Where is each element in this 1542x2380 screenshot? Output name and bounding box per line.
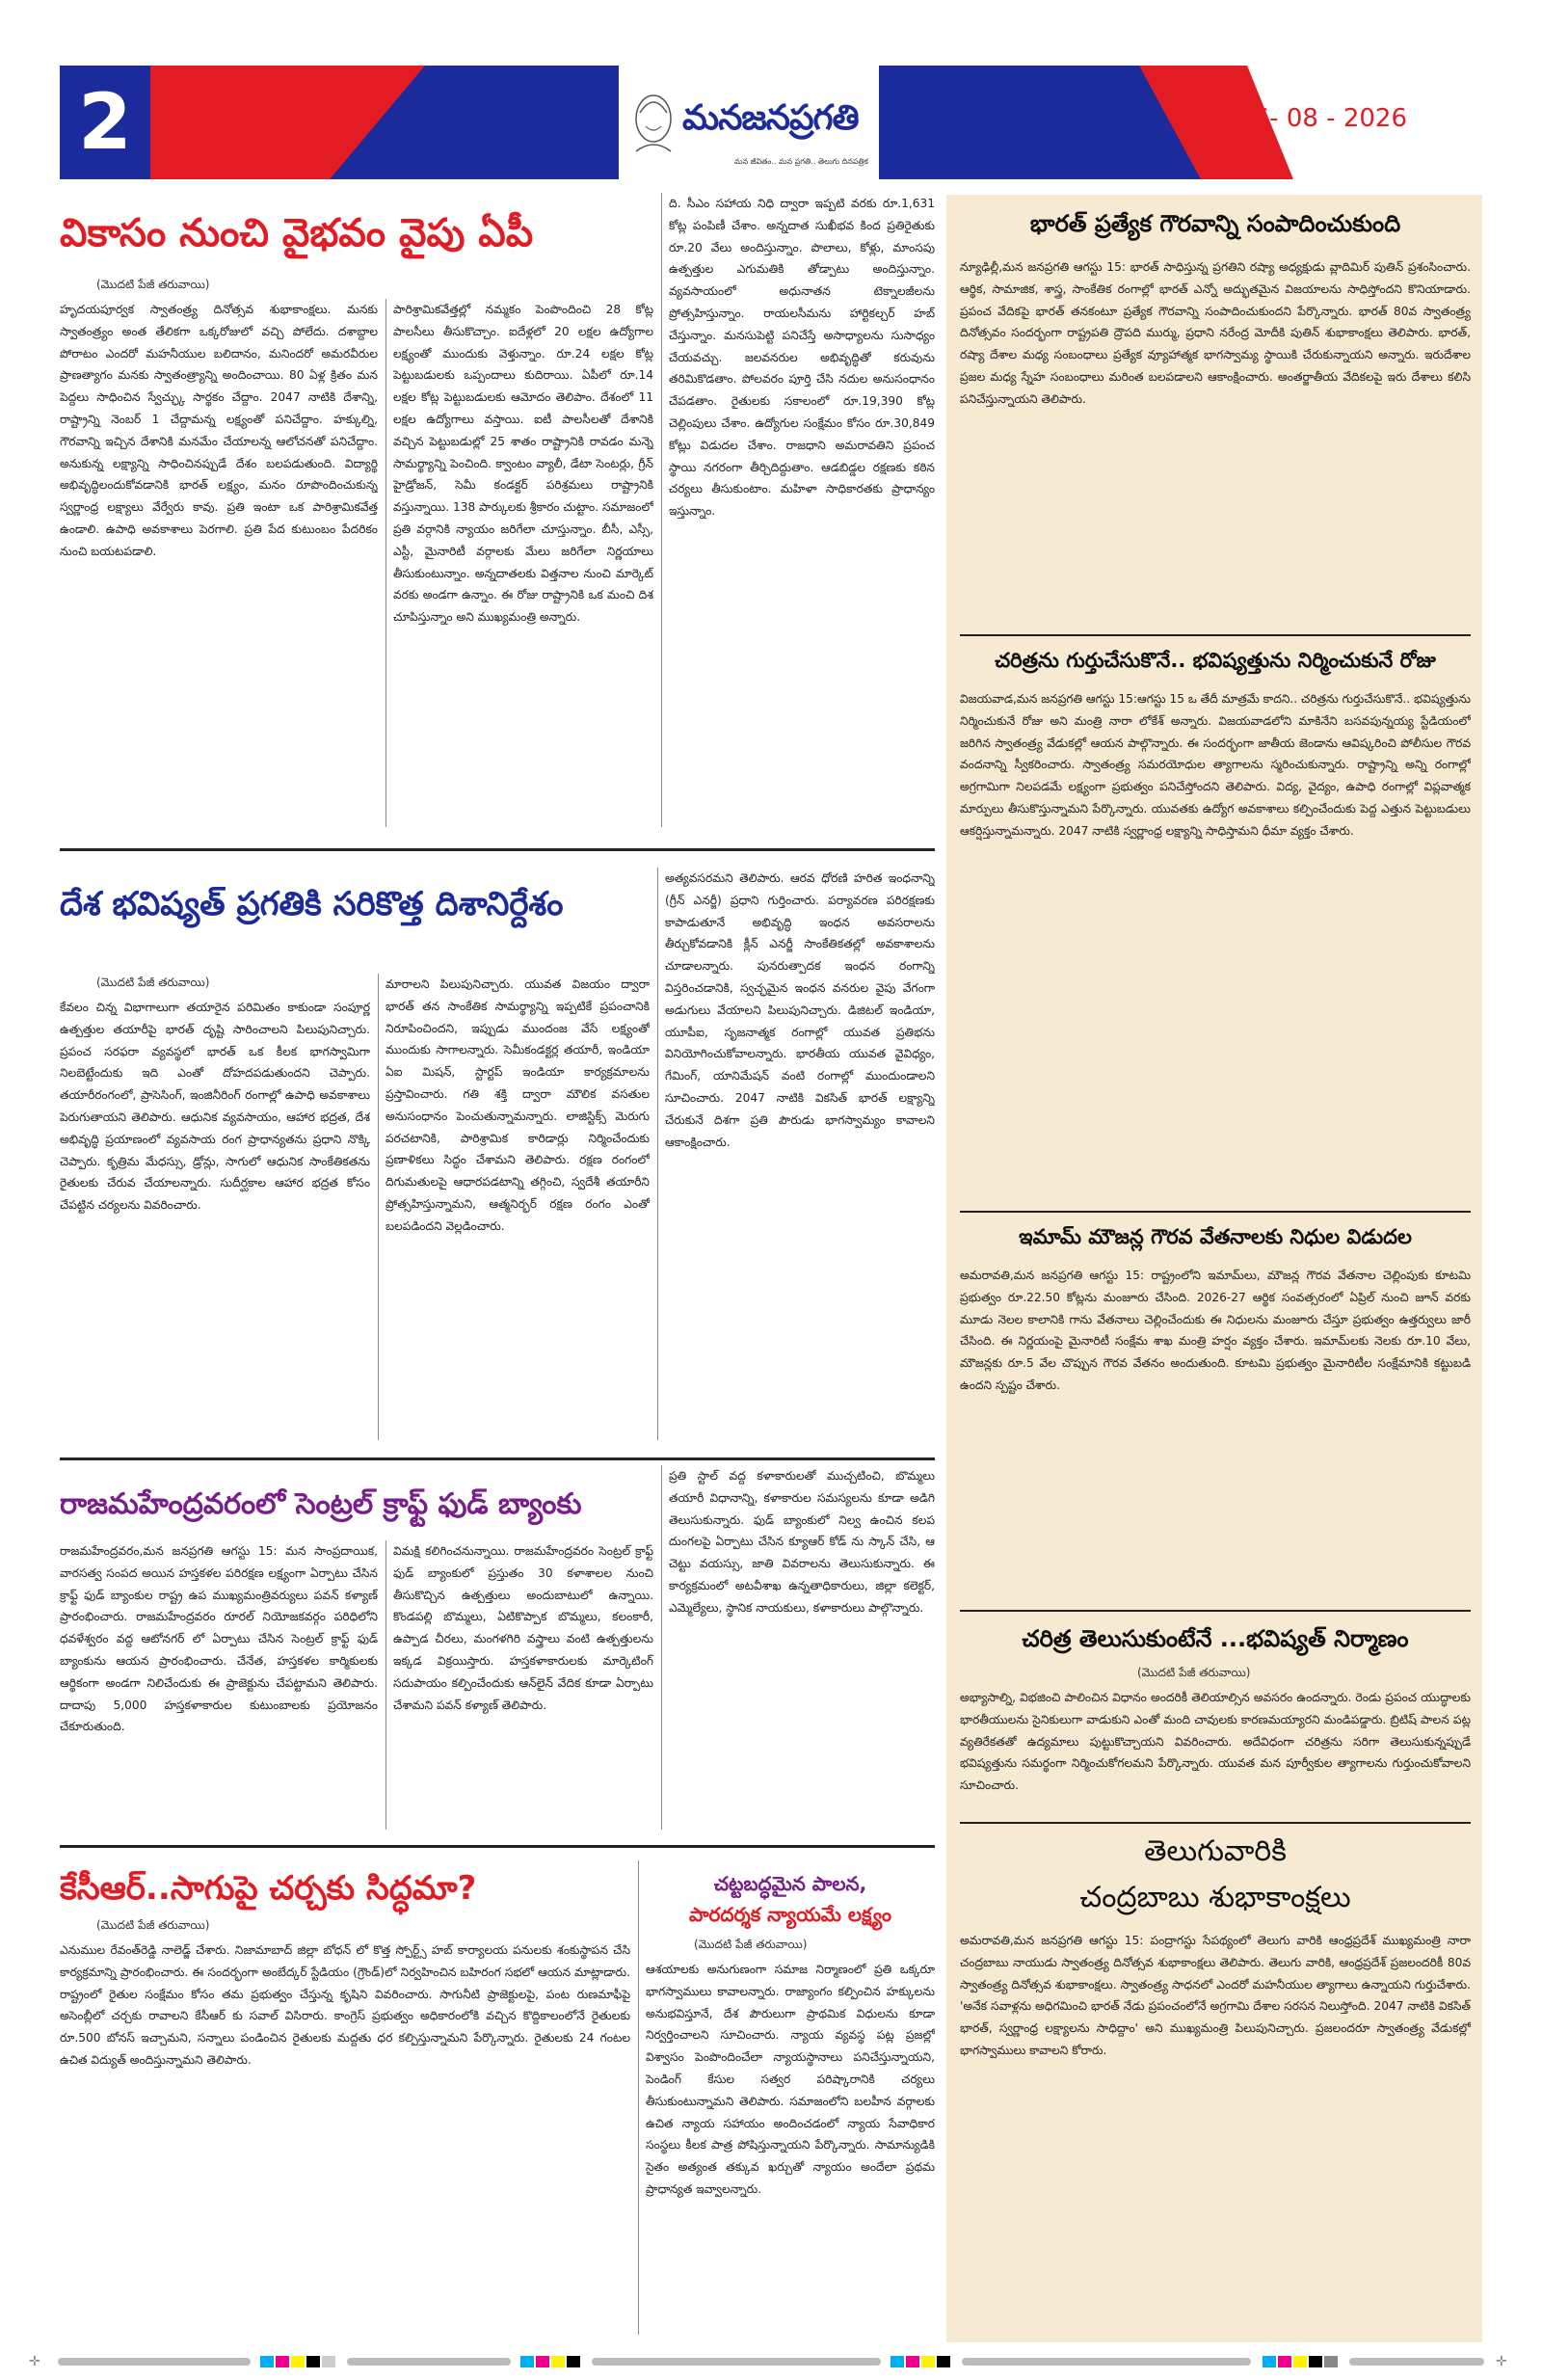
color-swatch xyxy=(921,2356,935,2367)
color-swatch xyxy=(536,2356,549,2367)
registration-mark-icon: ✛ xyxy=(29,2354,40,2369)
article1-headline: వికాసం నుంచి వైభవం వైపు ఏపీ xyxy=(60,211,534,255)
article2-headline: దేశ భవిష్యత్ ప్రగతికి సరికొత్త దిశానిర్దేశం xyxy=(60,885,564,923)
color-swatch xyxy=(937,2356,950,2367)
sidebar-story1-headline: భారత్ ప్రత్యేక గౌరవాన్ని సంపాదించుకుంది xyxy=(1029,210,1401,237)
paper-tagline: మన జీవితం.. మన ప్రగతి.. తెలుగు దినపత్రిక xyxy=(734,157,868,166)
article3-col3: ప్రతి స్టాల్ వద్ద కళాకారులతో ముచ్చటించి, బొమ్మలు తయారీ విధానాన్ని, కళాకారుల సమస్యలను కూడా అడిగి తెలుసుకున్నారు. ఫుడ్ బ్యాంకులో నిల్వ ఉంచిన కలప దుంగలపై ఏర్పాటు చేసిన క్యూఆర్ కోడ్ ను స్కాన్ చేసి, ఆ చెట్టు వయస్సు, జాతి వివరాలను తెలుసుకున్నారు. ఈ కార్యక్రమంలో అటవీశాఖ ఉన్నతాధికారులు, జిల్లా కలెక్టర్, ఎమ్మెల్యేలు, స్థానిక నాయకులు, కళాకారులు పాల్గొన్నారు. xyxy=(669,1469,935,1615)
registration-bar xyxy=(1349,2358,1484,2366)
article3-col2: విమక్షి కలిగించనున్నాయి. రాజమహేంద్రవరం సెంట్రల్ క్రాఫ్ట్ ఫుడ్ బ్యాంకులో ప్రస్తుతం 30 కళాశాలల నుంచి తీసుకొచ్చిన ఉత్పత్తులు అందుబాటులో ఉన్నాయి. కొండపల్లి బొమ్మలు, ఏటికొప్పాక బొమ్మలు, కలంకారీ, ఉప్పాడ చీరలు, మంగళగిరి వస్త్రాలు వంటి ఉత్పత్తులను ఇక్కడ విక్రయిస్తారు. హస్తకళాకారులకు మార్కెటింగ్ సదుపాయం కల్పించేందుకు ఆన్‌లైన్ వేదిక కూడా ఏర్పాటు చేశామని పవన్ కళ్యాణ్ తెలిపారు. xyxy=(393,1544,653,1712)
paper-name: మనజనప్రగతి xyxy=(682,98,859,138)
article5-headline-line1: చట్టబద్ధమైన పాలన, xyxy=(713,1872,867,1895)
sidebar-story4-headline: చరిత్ర తెలుసుకుంటేనే ...భవిష్యత్ నిర్మాణం xyxy=(1022,1625,1409,1652)
color-swatch xyxy=(1309,2356,1322,2367)
sidebar-story1-body: న్యూఢిల్లీ,మన జనప్రగతి ఆగస్టు 15: భారత్ సాధిస్తున్న ప్రగతిని రష్యా అధ్యక్షుడు వ్లాదిమిర్ పుతిన్ ప్రశంసించారు. ఆర్థిక, సామాజిక, శాస్త్ర, సాంకేతిక రంగాల్లో భారత్ ఎన్నో అద్భుతమైన విజయాలను సాధిస్తోందని కొనియాడారు. ప్రపంచ వేదికపై భారత్ తనకంటూ ప్రత్యేక గౌరవాన్ని సంపాదించుకుందని పేర్కొన్నారు. భారత్ 80వ స్వాతంత్ర్య దినోత్సవం సందర్భంగా రాష్ట్రపతి ద్రౌపది ముర్ము, ప్రధాని నరేంద్ర మోదీకి పుతిన్ శుభాకాంక్షలు తెలిపారు. భారత్, రష్యా దేశాల మధ్య సంబంధాలు ప్రత్యేక వ్యూహాత్మక భాగస్వామ్య స్థాయికి చేరుకున్నాయని అన్నారు. ఇరుదేశాల ప్రజల మధ్య స్నేహ సంబంధాలు మరింత బలపడాలని ఆకాంక్షించారు. అంతర్జాతీయ వేదికలపై ఇరు దేశాలు కలిసి పనిచేస్తున్నాయని తెలిపారు. xyxy=(960,260,1471,406)
color-swatch xyxy=(1293,2356,1307,2367)
color-swatch xyxy=(306,2356,320,2367)
sidebar-story5-headline-line2: చంద్రబాబు శుభాకాంక్షలు xyxy=(1079,1881,1351,1914)
section-rule xyxy=(960,1822,1471,1824)
sidebar-story2-headline: చరిత్రను గుర్తుచేసుకొనే.. భవిష్యత్తును నిర్మించుకునే రోజు xyxy=(995,649,1436,672)
section-rule xyxy=(60,848,935,851)
article1-col1: హృదయపూర్వక స్వాతంత్ర్య దినోత్సవ శుభాకాంక్షలు. మనకు స్వాతంత్ర్యం అంత తేలికగా ఒక్కరోజులో వచ్చి పోలేదు. దశాబ్దాల పోరాటం ఎందరో మహనీయుల బలిదానం, మనిందరో అమరవీరుల ప్రాణత్యాగం మనకు స్వాతంత్ర్యాన్ని అందించాయి. 80 ఏళ్ల క్రితం మన పెద్దలు సాధించిన స్వేచ్ఛ్కు సార్థకం చేద్దాం. 2047 నాటికి దేశాన్ని, రాష్ట్రాన్ని నెంబర్ 1 చేద్దామన్న లక్ష్యంతో పనిచేద్దాం. హక్కుల్ని, గౌరవాన్ని ఇచ్చిన దేశానికి మనమేం చేయాలన్న ఆలోచనతో పనిచేద్దాం. అనుకున్న లక్ష్యాన్ని సాధించినప్పుడే దేశం బలపడుతుంది. విద్యార్థి అభివృద్ధిలందుకోవడానికి భారత్ లక్ష్యం, మనం రూపొందించుకున్న స్వర్ణాంధ్ర లక్ష్యాలు వేర్వేరు కావు. ప్రతి ఇంటా ఒక పారిశ్రామికవేత్త ఉండాలి. ఉపాధి అవకాశాలు పెరగాలి. ప్రతి పేద కుటుంబం పేదరికం నుంచి బయటపడాలి. xyxy=(60,303,378,558)
section-rule xyxy=(60,1457,935,1460)
color-swatch xyxy=(520,2356,534,2367)
color-swatch xyxy=(1263,2356,1276,2367)
sidebar-story2-body: విజయవాడ,మన జనప్రగతి ఆగస్టు 15:ఆగస్టు 15 ఒ తేదీ మాత్రమే కాదని.. చరిత్రను గుర్తుచేసుకొనే.. భవిష్యత్తును నిర్మించుకునే రోజు అని మంత్రి నారా లోకేశ్ అన్నారు. విజయవాడలోని మాకినేని బసవపున్నయ్య స్టేడియంలో జరిగిన స్వాతంత్ర్య వేడుకల్లో ఆయన పాల్గొన్నారు. ఈ సందర్భంగా జాతీయ జెండాను ఆవిష్కరించి పోలీసుల గౌరవ వందనాన్ని స్వీకరించారు. స్వాతంత్ర్య సమరయోధుల త్యాగాలను స్మరించుకున్నారు. రాష్ట్రాన్ని అన్ని రంగాల్లో అగ్రగామిగా నిలపడమే లక్ష్యంగా ప్రభుత్వం పనిచేస్తోందని తెలిపారు. విద్య, వైద్యం, ఉపాధి రంగాల్లో విప్లవాత్మక మార్పులు తీసుకొస్తున్నామని పేర్కొన్నారు. యువతకు ఉద్యోగ అవకాశాలు కల్పించేందుకు పెద్ద ఎత్తున పెట్టుబడులు ఆకర్షిస్తున్నామన్నారు. 2047 నాటికి స్వర్ణాంధ్ర లక్ష్యాన్ని సాధిస్తామని ధీమా వ్యక్తం చేశారు. xyxy=(960,692,1471,838)
color-swatch xyxy=(276,2356,289,2367)
column-divider xyxy=(661,1465,662,1830)
article3-col1: రాజమహేంద్రవరం,మన జనప్రగతి ఆగస్టు 15: మన సాంప్రదాయిక, వారసత్వ సంపద అయిన హస్తకళల పరిరక్షణ లక్ష్యంగా ఏర్పాటు చేసిన క్రాఫ్ట్ ఫుడ్ బ్యాంకుల రాష్ట్ర ఉప ముఖ్యమంత్రివర్యులు పవన్ కళ్యాణ్ ప్రారంభించారు. రాజమహేంద్రవరం రూరల్ నియోజకవర్గం పరిధిలోని ధవళేశ్వరం వద్ద ఆటోనగర్ లో ఏర్పాటు చేసిన సెంట్రల్ క్రాఫ్ట్ ఫుడ్ బ్యాంకును ఆయన ప్రారంభించారు. చేనేత, హస్తకళల కార్మికులకు ఆర్థికంగా అండగా నిలిచేందుకు ఈ ప్రాజెక్టును చేపట్టామని తెలిపారు. దాదాపు 5,000 హస్తకళాకారుల కుటుంబాలకు ప్రయోజనం చేకూరుతుంది. xyxy=(60,1544,378,1734)
color-swatch xyxy=(551,2356,565,2367)
article3-headline: రాజమహేంద్రవరంలో సెంట్రల్ క్రాఫ్ట్ ఫుడ్ బ్యాంకు xyxy=(60,1487,582,1521)
color-swatch xyxy=(906,2356,919,2367)
registration-bar xyxy=(962,2358,1251,2366)
sidebar-story5-body: అమరావతి,మన జనప్రగతి ఆగస్టు 15: పంద్రాగస్టు సేపథ్యంలో తెలుగు వారికి ఆంధ్రప్రదేశ్ ముఖ్యమంత్రి నారా చంద్రబాబు నాయుడు స్వాతంత్ర్య దినోత్సవ శుభాకాంక్షలు తెలిపారు. తెలుగు వారికి, ఆంధ్రప్రదేశ్ ప్రజలందరికీ 80వ స్వాతంత్ర్య దినోత్సవ శుభాకాంక్షలు. స్వాతంత్ర్య సాధనలో ఎందరో మహనీయుల త్యాగాలు ఉన్నాయని గుర్తుచేశారు. 'అనేక సవాళ్లను అధిగమించి భారత్ నేడు ప్రపంచంలోనే అగ్రగామి దేశాల సరసన నిలుస్తోంది. 2047 నాటికి వికసిత్ భారత్, స్వర్ణాంధ్ర లక్ష్యాలను సాధిద్దాం' అని ముఖ్యమంత్రి పిలుపునిచ్చారు. ప్రజలందరూ స్వాతంత్ర్య వేడుకల్లో భాగస్వాములు కావాలని కోరారు. xyxy=(960,1934,1471,2057)
sidebar-story4-continued: (మొదటి పేజీ తరువాయి) xyxy=(1137,1666,1251,1679)
masthead xyxy=(60,66,1484,179)
section-rule xyxy=(60,1845,935,1848)
article5-continued: (మొదటి పేజీ తరువాయి) xyxy=(694,1938,808,1951)
article1-continued: (మొదటి పేజీ తరువాయి) xyxy=(96,278,210,291)
article4-continued: (మొదటి పేజీ తరువాయి) xyxy=(96,1918,210,1932)
sidebar-story4-body: అభ్యాసాల్ని, విభజించి పాలించిన విధానం అందరికీ తెలియాల్సిన అవసరం ఉందన్నారు. రెండు ప్రపంచ యుద్ధాలకు భారతీయులను సైనికులుగా వాడుకుని ఎంతో మంది చావులకు కారణమయ్యారని మండిపడ్డారు. బ్రిటిష్ పాలన పట్ల వ్యతిరేకతతో ఉద్యమాలు పుట్టుకొచ్చాయని వివరించారు. అదేవిధంగా చరిత్రను సరిగా తెలుసుకున్నప్పుడే భవిష్యత్తును సమర్థంగా నిర్మించుకోగలమని పేర్కొన్నారు. యువత మన పూర్వీకుల త్యాగాలను గుర్తుంచుకోవాలని సూచించారు. xyxy=(960,1691,1471,1793)
article5-headline-line2: పారదర్శక న్యాయమే లక్ష్యం xyxy=(688,1903,892,1926)
color-swatch xyxy=(1278,2356,1291,2367)
column-divider xyxy=(638,1860,639,2335)
color-swatch xyxy=(322,2356,335,2367)
sidebar-story5-headline-line1: తెలుగువారికి xyxy=(1144,1834,1287,1868)
column-divider xyxy=(657,868,658,1440)
portrait-emblem-icon xyxy=(625,84,682,161)
color-swatch xyxy=(567,2356,580,2367)
article2-col1: కేవలం చిన్న విభాగాలుగా తయారైన పరిమితం కాకుండా సంపూర్ణ ఉత్పత్తుల తయారీపై భారత్ దృష్టి సారించాలని పిలుపునిచ్చారు. ప్రపంచ సరఫరా వ్యవస్థలో భారత్ ఒక కీలక భాగస్వామిగా నిలబెట్టేందుకు ఇది ఎంతో దోహదపడుతుందని చెప్పారు. తయారీరంగంలో, ప్రాసెసింగ్, ఇంజినీరింగ్ రంగాల్లో ఉపాధి అవకాశాలు పెరుగుతాయని తెలిపారు. ఆధునిక వ్యవసాయం, ఆహార భద్రత, దేశ అభివృద్ధి ప్రయాణంలో వ్యవసాయ రంగ ప్రాధాన్యతను ప్రధాని నొక్కి చెప్పారు. కృత్రిమ మేధస్సు, డ్రోన్లు, సాగులో ఆధునిక సాంకేతికతను రైతులకు చేరువ చేయాలన్నారు. సుదీర్ఘకాల ఆహార భద్రత కోసం చేపట్టిన చర్యలను వివరించారు. xyxy=(60,1001,370,1213)
registration-mark-icon: ✛ xyxy=(1496,2354,1507,2369)
page-number: 2 xyxy=(60,66,150,179)
registration-bar xyxy=(347,2358,511,2366)
article5-col1: ఆశయాలకు అనుగుణంగా సమాజ నిర్మాణంలో ప్రతి ఒక్కరూ భాగస్వాములు కావాలన్నారు. రాజ్యాంగం కల్పించిన హక్కులను అనుభవిస్తూనే, దేశ పౌరులుగా ప్రాథమిక విధులను కూడా నిర్వర్తించాలని సూచించారు. న్యాయ వ్యవస్థ పట్ల ప్రజల్లో విశ్వాసం పెంపొందించేలా న్యాయస్థానాలు పనిచేస్తున్నాయని, పెండింగ్ కేసుల సత్వర పరిష్కారానికి చర్యలు తీసుకుంటున్నామని తెలిపారు. సమాజంలోని బలహీన వర్గాలకు ఉచిత న్యాయ సహాయం అందించడంలో న్యాయ సేవాధికార సంస్థలు కీలక పాత్ర పోషిస్తున్నాయని పేర్కొన్నారు. సామాన్యుడికి సైతం అత్యంత తక్కువ ఖర్చుతో న్యాయం అందేలా ప్రథమ ప్రాధాన్యత ఇవ్వాలన్నారు. xyxy=(646,1963,935,2196)
article1-col3: ది. సీఎం సహాయ నిధి ద్వారా ఇప్పటి వరకు రూ.1,631 కోట్ల పంపిణీ చేశాం. అన్నదాత సుఖీభవ కింద ప్రతిరైతుకు రూ.20 వేలు అందిస్తున్నాం. పొలాలు, కోళ్లు, మాంసపు ఉత్పత్తుల ఎగుమతికి తోడ్పాటు అందిస్తున్నాం. వ్యవసాయంలో అధునాతన టెక్నాలజీలను ప్రోత్సహిస్తున్నాం. రాయలసీమను హార్టికల్చర్ హబ్ చేస్తున్నాం. మనసుపెట్టి పనిచేస్తే అసాధ్యాలను సుసాధ్యం చేయవచ్చు. జలవనరుల అభివృద్ధితో కరువును తరిమికొడతాం. పోలవరం పూర్తి చేసి నదుల అనుసంధానం చేపడతాం. రైతులకు సకాలంలో రూ.19,390 కోట్ల చెల్లింపులు చేశాం. ఉద్యోగుల సంక్షేమం కోసం రూ.30,849 కోట్లు విడుదల చేశాం. రాజధాని అమరావతిని ప్రపంచ స్థాయి నగరంగా తీర్చిదిద్దుతాం. ఆడబిడ్డల రక్షణకు కఠిన చర్యలు తీసుకుంటాం. మహిళా సాధికారతకు ప్రాధాన్యం ఇస్తున్నాం. xyxy=(669,197,935,519)
sidebar-story3-headline: ఇమామ్ మౌజన్ల గౌరవ వేతనాలకు నిధుల విడుదల xyxy=(1019,1225,1412,1248)
newspaper-logo xyxy=(619,66,879,179)
color-swatch xyxy=(291,2356,305,2367)
sidebar-story3-body: అమరావతి,మన జనప్రగతి ఆగస్టు 15: రాష్ట్రంలోని ఇమామ్‌లు, మౌజన్ల గౌరవ వేతనాల చెల్లింపుకు కూటమి ప్రభుత్వం రూ.22.50 కోట్లను మంజూరు చేసింది. 2026-27 ఆర్థిక సంవత్సరంలో ఏప్రిల్ నుంచి జూన్ వరకు మూడు నెలల కాలానికి గాను వేతనాలు చెల్లించేందుకు ఈ నిధులను మంజూరు చేస్తూ ప్రభుత్వం ఉత్తర్వులు జారీ చేసింది. ఈ నిర్ణయంపై మైనారిటీ సంక్షేమ శాఖ మంత్రి హర్షం వ్యక్తం చేశారు. ఇమామ్‌లకు నెలకు రూ.10 వేలు, మౌజన్లకు రూ.5 వేల చొప్పున గౌరవ వేతనం అందుతుంది. కూటమి ప్రభుత్వం మైనారిటీల సంక్షేమానికి కట్టుబడి ఉందని స్పష్టం చేశారు. xyxy=(960,1269,1471,1392)
article2-col2: మారాలని పిలుపునిచ్చారు. యువత విజయం ద్వారా భారత్ తన సాంకేతిక సామర్థ్యాన్ని ఇప్పటికే ప్రపంచానికి నిరూపించిందని, ఇప్పుడు ముందంజ వేసే లక్ష్యంతో ముందుకు సాగాలన్నారు. సెమీకండక్టర్ల తయారీ, ఇండియా ఏఐ మిషన్, స్టార్టప్ ఇండియా కార్యక్రమాలను ప్రస్తావించారు. గతి శక్తి ద్వారా మౌలిక వసతుల అనుసంధానం పెంచుతున్నామన్నారు. లాజిస్టిక్స్ మెరుగు పరచటానికి, పారిశ్రామిక కారిడార్లు నిర్మించేందుకు ప్రణాళికలు సిద్ధం చేశామని తెలిపారు. రక్షణ రంగంలో దిగుమతులపై ఆధారపడటాన్ని తగ్గించి, స్వదేశీ తయారీని ప్రోత్సహిస్తున్నామని, ఆత్మనిర్భర్ రక్షణ రంగం ఎంతో బలపడిందని వెల్లడించారు. xyxy=(386,977,650,1233)
section-rule xyxy=(960,634,1471,636)
registration-bar xyxy=(58,2358,251,2366)
article2-col3: అత్యవసరమని తెలిపారు. ఆరవ ధోరణి హరిత ఇంధనాన్ని (గ్రీన్ ఎనర్జీ) ప్రధాని గుర్తించారు. పర్యావరణ పరిరక్షణకు కాపాడుతూనే అభివృద్ధి ఇంధన అవసరాలను తీర్చుకోవడానికి క్లీన్ ఎనర్జీ సాంకేతికతల్లో అవకాశాలను చూడాలన్నారు. పునరుత్పాదక ఇంధన రంగాన్ని విస్తరించడానికి, స్వచ్ఛమైన ఇంధన వనరుల వైపు వేగంగా అడుగులు వేయాలని పిలుపునిచ్చారు. డిజిటల్ ఇండియా, యూపీఐ, సృజనాత్మక రంగాల్లో యువత ప్రతిభను వినియోగించుకోవాలన్నారు. భారతీయ యువత వైవిధ్యం, గేమింగ్, యానిమేషన్ వంటి రంగాల్లో ముందుండాలని సూచించారు. 2047 నాటికి వికసిత్ భారత్ లక్ష్యాన్ని చేరుకునే దిశగా ప్రతి పౌరుడు భాగస్వామ్యం కావాలని ఆకాంక్షించారు. xyxy=(665,871,935,1149)
color-swatch xyxy=(260,2356,274,2367)
article2-continued: (మొదటి పేజీ తరువాయి) xyxy=(96,976,210,989)
color-swatch xyxy=(891,2356,904,2367)
issue-date: 16- 08 - 2026 xyxy=(1237,104,1407,133)
section-rule xyxy=(960,1610,1471,1612)
column-divider xyxy=(661,193,662,827)
color-swatch xyxy=(1324,2356,1338,2367)
column-divider xyxy=(378,974,379,1440)
print-registration-bar xyxy=(29,2352,1513,2371)
article1-col2: పారిశ్రామికవేత్తల్లో నమ్మకం పెంపొందించి 28 కోట్ల పాలసీలు తీసుకొచ్చాం. ఐదేళ్లలో 20 లక్షల ఉద్యోగాల లక్ష్యంతో ముందుకు వెళ్తున్నాం. రూ.24 లక్షల కోట్ల పెట్టుబడులకు ఒప్పందాలు కుదిరాయి. ఏపీలో రూ.14 లక్షల కోట్ల పెట్టుబడులకు ఆమోదం తెలిపాం. దేశంలో 11 లక్షల ఉద్యోగాలు వస్తాయి. ఐటీ పాలసీలతో దేశానికి వచ్చిన పెట్టుబడుల్లో 25 శాతం రాష్ట్రానికి రావడం మన్నె సామర్థ్యాన్ని పెంచింది. క్వాంటం వ్యాలీ, డేటా సెంటర్లు, గ్రీన్ హైడ్రోజన్, సెమీ కండక్టర్ పరిశ్రమలు రాష్ట్రానికి వస్తున్నాయి. 138 పార్కులకు శ్రీకారం చుట్టాం. సమాజంలో ప్రతి వర్గానికి న్యాయం జరిగేలా చూస్తున్నాం. బీసీ, ఎస్సీ, ఎస్టీ, మైనారిటీ వర్గాలకు మేలు జరిగేలా నిర్ణయాలు తీసుకుంటున్నాం. అన్నదాతలకు విత్తనాల నుంచి మార్కెట్ వరకు అండగా ఉన్నాం. ఈ రోజు రాష్ట్రానికి ఒక మంచి దిశ చూపిస్తున్నాం అని ముఖ్యమంత్రి అన్నారు. xyxy=(393,303,653,625)
registration-bar xyxy=(592,2358,881,2366)
article4-headline: కేసీఆర్..సాగుపై చర్చకు సిద్ధమా? xyxy=(60,1869,477,1908)
section-rule xyxy=(960,1211,1471,1213)
article4-col1: ఎనుముల రేవంత్‌రెడ్డి నాలెడ్జ్ చేశారు. నిజామాబాద్ జిల్లా బోధన్ లో కొత్త స్పోర్ట్స్ హబ్ కార్యాలయ పనులకు శంకుస్థాపన చేసి కార్యక్రమాన్ని ప్రారంభించారు. ఈ సందర్భంగా అంబేద్కర్ స్టేడియం (గ్రౌండ్)లో నిర్వహించిన బహిరంగ సభలో ఆయన మాట్లాడారు. రాష్ట్రంలో రైతుల సంక్షేమం కోసం తమ ప్రభుత్వం చేస్తున్న కృషిని వివరించారు. సాగునీటి ప్రాజెక్టులపై, పంట రుణమాఫీపై అసెంబ్లీలో చర్చకు రావాలని కేసీఆర్ కు సవాల్ విసిరారు. కాంగ్రెస్ ప్రభుత్వం అధికారంలోకి వచ్చిన కొద్దికాలంలోనే రైతులకు రూ.500 బోనస్ ఇచ్చామని, సన్నాలు పండించిన రైతులకు మద్దతు ధర కల్పిస్తున్నామని పేర్కొన్నారు. రైతులకు 24 గంటల ఉచిత విద్యుత్ అందిస్తున్నామని తెలిపారు. xyxy=(60,1943,630,2067)
